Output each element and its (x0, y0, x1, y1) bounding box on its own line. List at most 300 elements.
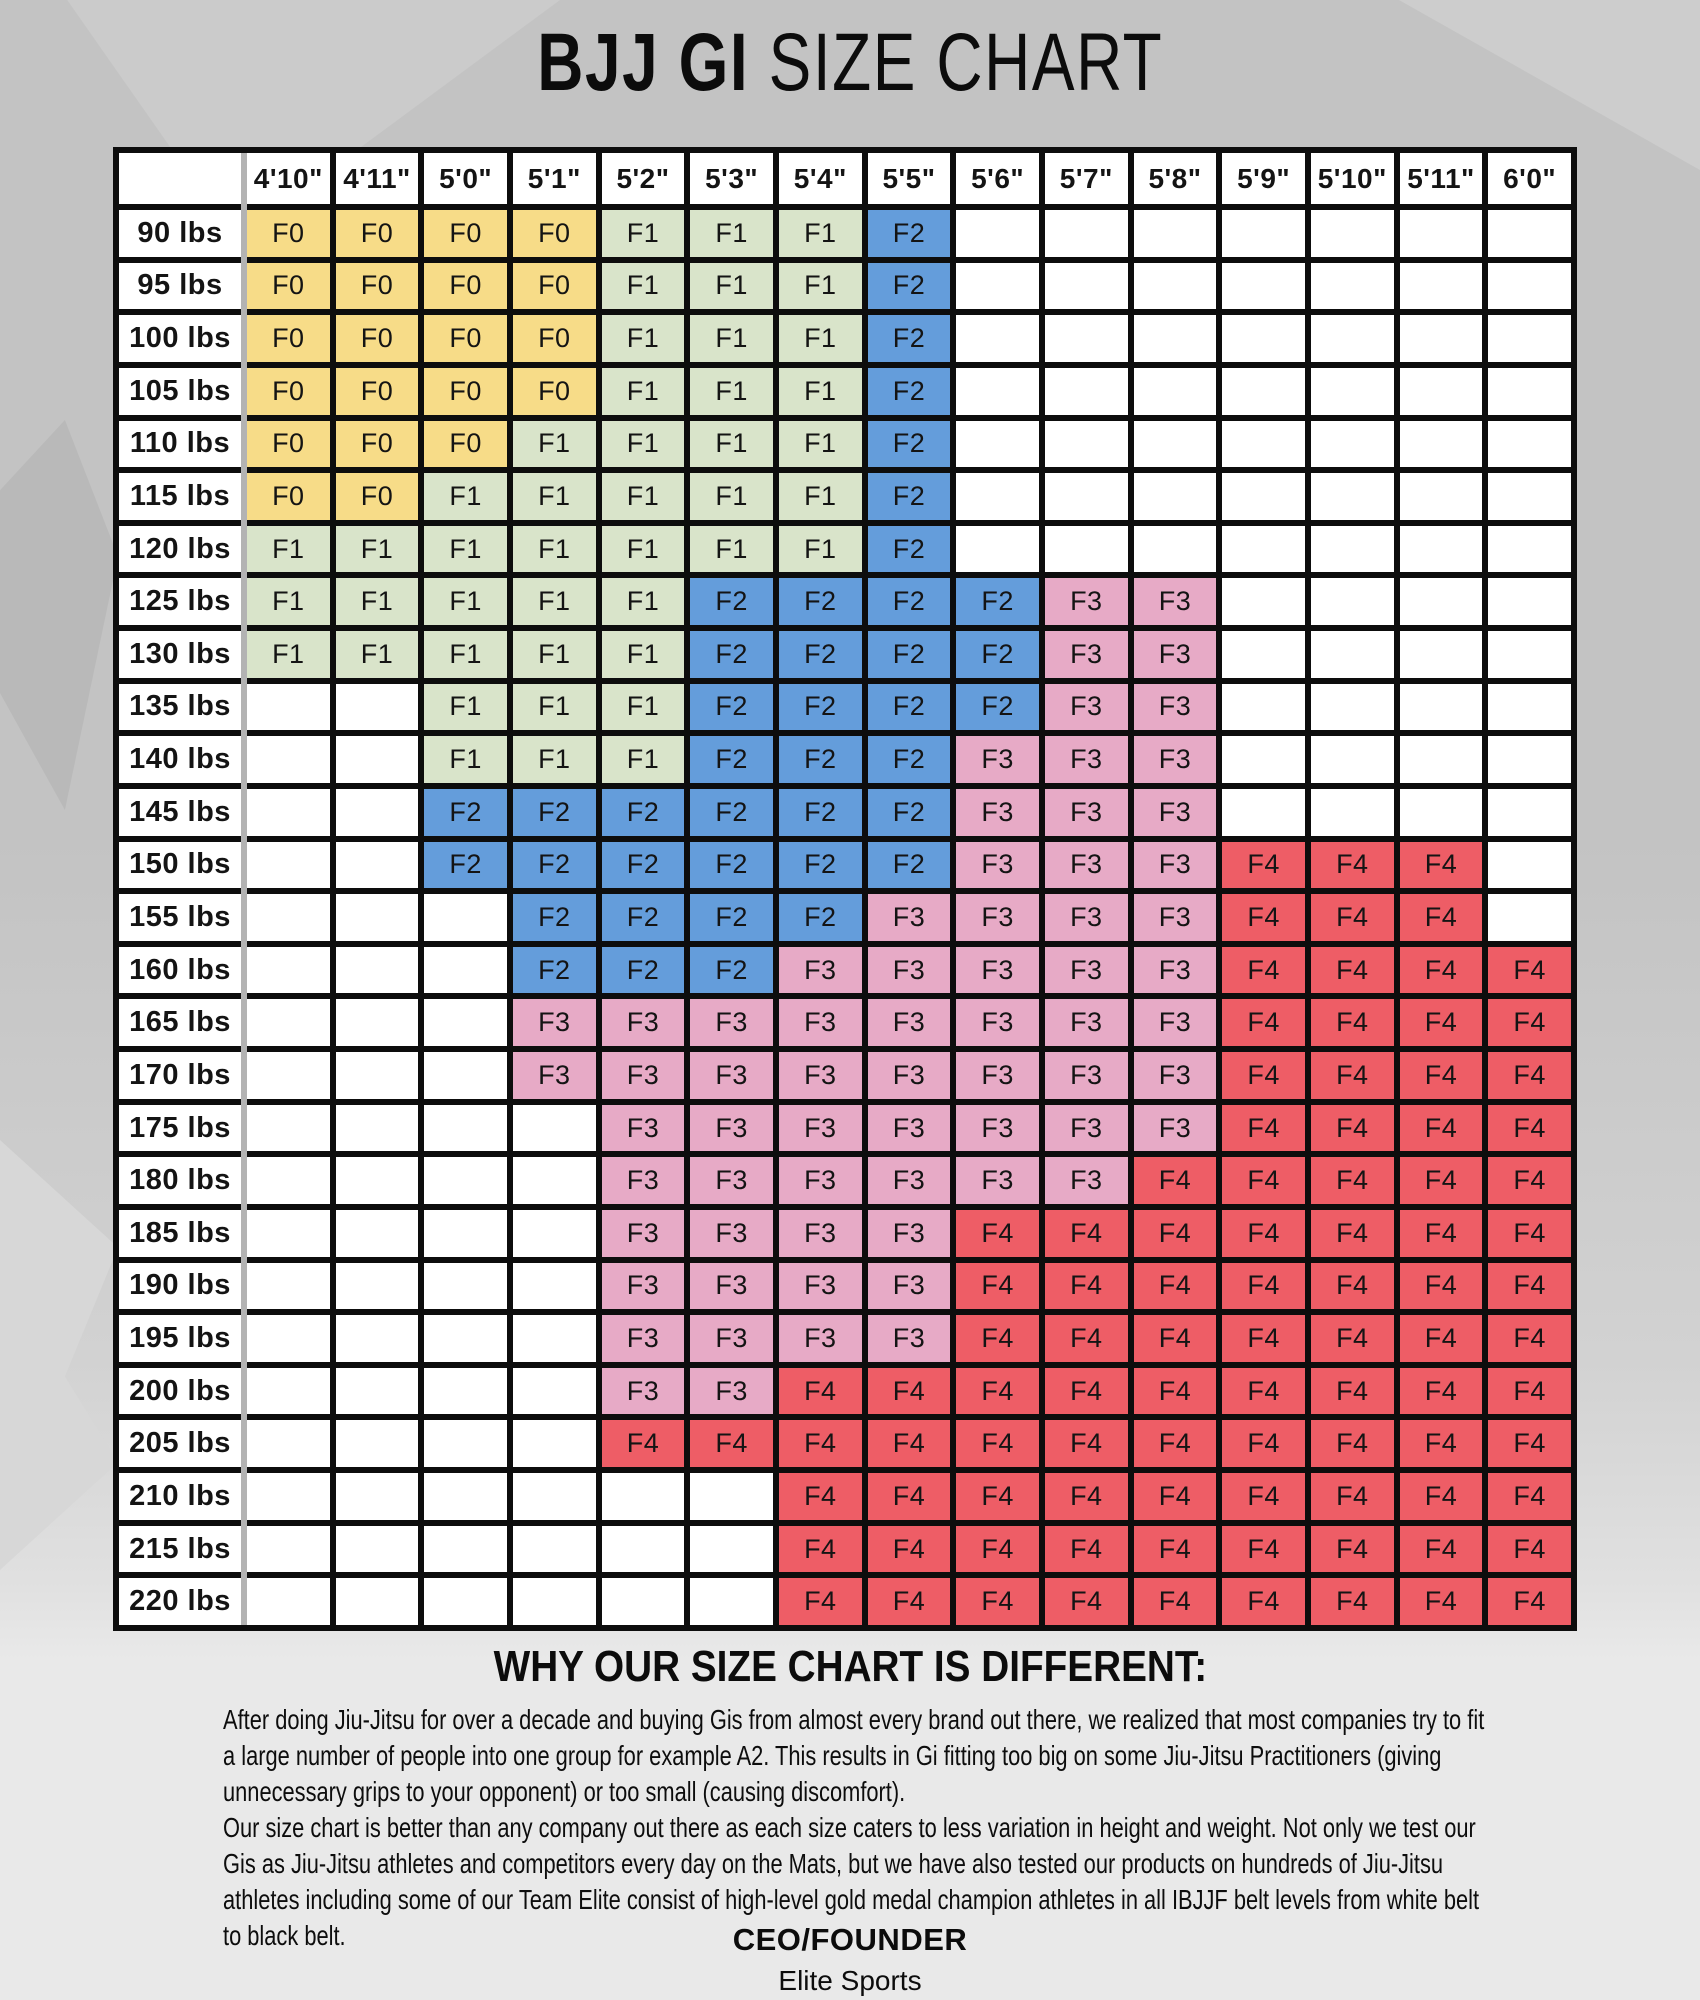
empty-cell (1045, 263, 1128, 310)
size-cell: F0 (247, 473, 330, 520)
weight-label: 130 lbs (119, 631, 241, 678)
size-cell: F3 (956, 1052, 1039, 1099)
height-header: 5'4" (779, 153, 862, 204)
height-header: 6'0" (1488, 153, 1571, 204)
size-cell: F1 (779, 473, 862, 520)
empty-cell (1045, 368, 1128, 415)
empty-cell (1400, 789, 1483, 836)
size-cell: F0 (513, 210, 596, 257)
size-cell: F1 (602, 368, 685, 415)
empty-cell (1488, 473, 1571, 520)
size-cell: F3 (956, 842, 1039, 889)
size-cell: F4 (1222, 1473, 1305, 1520)
empty-cell (247, 894, 330, 941)
empty-cell (336, 1052, 419, 1099)
size-cell: F1 (513, 684, 596, 731)
size-cell: F1 (602, 684, 685, 731)
empty-cell (1400, 315, 1483, 362)
size-cell: F1 (779, 421, 862, 468)
size-cell: F3 (868, 1263, 951, 1310)
size-cell: F4 (1222, 1420, 1305, 1467)
size-cell: F4 (779, 1526, 862, 1573)
size-cell: F4 (956, 1420, 1039, 1467)
size-cell: F4 (1311, 842, 1394, 889)
size-cell: F0 (513, 263, 596, 310)
size-cell: F2 (602, 789, 685, 836)
size-cell: F3 (779, 1263, 862, 1310)
size-cell: F2 (868, 473, 951, 520)
size-cell: F4 (1222, 1578, 1305, 1625)
footer-company: Elite Sports (778, 1965, 922, 1996)
size-cell: F2 (690, 631, 773, 678)
size-cell: F4 (1400, 1473, 1483, 1520)
size-cell: F2 (779, 789, 862, 836)
size-cell: F3 (690, 1315, 773, 1362)
size-cell: F0 (513, 315, 596, 362)
empty-cell (336, 1578, 419, 1625)
height-header: 5'1" (513, 153, 596, 204)
size-cell: F4 (1311, 1052, 1394, 1099)
size-cell: F1 (424, 578, 507, 625)
size-cell: F4 (1311, 999, 1394, 1046)
size-cell: F3 (868, 1052, 951, 1099)
empty-cell (956, 473, 1039, 520)
size-cell: F4 (1400, 1263, 1483, 1310)
weight-label: 180 lbs (119, 1157, 241, 1204)
size-cell: F3 (956, 894, 1039, 941)
weight-label: 220 lbs (119, 1578, 241, 1625)
empty-cell (247, 1157, 330, 1204)
size-cell: F4 (1311, 1473, 1394, 1520)
height-header: 4'11" (336, 153, 419, 204)
empty-cell (602, 1526, 685, 1573)
size-cell: F4 (956, 1315, 1039, 1362)
weight-label: 175 lbs (119, 1105, 241, 1152)
empty-cell (1311, 315, 1394, 362)
size-cell: F2 (779, 842, 862, 889)
size-cell: F2 (690, 789, 773, 836)
empty-cell (336, 894, 419, 941)
size-cell: F3 (1045, 1157, 1128, 1204)
height-header: 5'9" (1222, 153, 1305, 204)
size-cell: F4 (1400, 1105, 1483, 1152)
empty-cell (424, 1578, 507, 1625)
empty-cell (1488, 526, 1571, 573)
size-cell: F0 (336, 473, 419, 520)
empty-cell (690, 1578, 773, 1625)
weight-label: 125 lbs (119, 578, 241, 625)
size-cell: F0 (247, 368, 330, 415)
empty-cell (1222, 578, 1305, 625)
footer-role: CEO/FOUNDER (732, 1922, 968, 1957)
empty-cell (956, 368, 1039, 415)
empty-cell (1311, 368, 1394, 415)
empty-cell (336, 789, 419, 836)
empty-cell (247, 1368, 330, 1415)
size-cell: F3 (1134, 631, 1217, 678)
empty-cell (690, 1473, 773, 1520)
empty-cell (1222, 736, 1305, 783)
size-cell: F1 (779, 210, 862, 257)
empty-cell (247, 1263, 330, 1310)
empty-cell (513, 1315, 596, 1362)
size-cell: F2 (868, 263, 951, 310)
size-cell: F4 (1045, 1210, 1128, 1257)
size-cell: F1 (779, 315, 862, 362)
size-cell: F1 (602, 210, 685, 257)
size-cell: F3 (956, 1157, 1039, 1204)
size-cell: F1 (602, 421, 685, 468)
size-cell: F3 (602, 999, 685, 1046)
size-cell: F2 (868, 315, 951, 362)
size-chart-table (113, 147, 1577, 1631)
empty-cell (1488, 368, 1571, 415)
size-cell: F4 (1400, 894, 1483, 941)
weight-label: 195 lbs (119, 1315, 241, 1362)
size-cell: F1 (513, 578, 596, 625)
empty-cell (1222, 421, 1305, 468)
empty-cell (424, 947, 507, 994)
size-cell: F4 (1311, 894, 1394, 941)
empty-cell (336, 736, 419, 783)
size-cell: F4 (868, 1368, 951, 1415)
empty-cell (1134, 368, 1217, 415)
empty-cell (424, 999, 507, 1046)
empty-cell (1400, 263, 1483, 310)
size-cell: F2 (779, 684, 862, 731)
size-cell: F3 (1045, 684, 1128, 731)
size-cell: F2 (868, 736, 951, 783)
empty-cell (336, 1105, 419, 1152)
size-cell: F4 (1400, 1157, 1483, 1204)
weight-label: 100 lbs (119, 315, 241, 362)
size-cell: F4 (1400, 1578, 1483, 1625)
size-cell: F4 (1222, 1368, 1305, 1415)
size-cell: F3 (1134, 999, 1217, 1046)
weight-label: 190 lbs (119, 1263, 241, 1310)
size-cell: F0 (247, 210, 330, 257)
empty-cell (424, 894, 507, 941)
size-cell: F0 (424, 368, 507, 415)
empty-cell (1311, 789, 1394, 836)
size-cell: F2 (424, 842, 507, 889)
size-cell: F2 (424, 789, 507, 836)
size-cell: F4 (779, 1473, 862, 1520)
size-cell: F3 (956, 947, 1039, 994)
size-cell: F2 (868, 368, 951, 415)
empty-cell (247, 1473, 330, 1520)
size-cell: F4 (956, 1473, 1039, 1520)
size-cell: F0 (424, 263, 507, 310)
size-cell: F4 (779, 1578, 862, 1625)
size-cell: F1 (424, 736, 507, 783)
size-cell: F4 (1488, 1473, 1571, 1520)
size-cell: F4 (1222, 1105, 1305, 1152)
size-cell: F3 (956, 736, 1039, 783)
empty-cell (336, 947, 419, 994)
size-cell: F1 (336, 578, 419, 625)
size-cell: F1 (690, 315, 773, 362)
size-cell: F1 (424, 631, 507, 678)
weight-label: 105 lbs (119, 368, 241, 415)
size-cell: F1 (513, 736, 596, 783)
size-cell: F4 (1222, 947, 1305, 994)
weight-label: 135 lbs (119, 684, 241, 731)
empty-cell (956, 315, 1039, 362)
size-cell: F4 (956, 1578, 1039, 1625)
empty-cell (1045, 315, 1128, 362)
empty-cell (336, 1263, 419, 1310)
size-cell: F1 (690, 368, 773, 415)
empty-cell (956, 421, 1039, 468)
weight-label: 140 lbs (119, 736, 241, 783)
height-header: 5'6" (956, 153, 1039, 204)
empty-cell (1488, 842, 1571, 889)
empty-cell (336, 1210, 419, 1257)
size-cell: F3 (956, 1105, 1039, 1152)
size-cell: F4 (1488, 1105, 1571, 1152)
size-cell: F4 (1222, 894, 1305, 941)
size-cell: F3 (690, 1157, 773, 1204)
size-cell: F3 (1045, 1052, 1128, 1099)
empty-cell (513, 1578, 596, 1625)
empty-cell (1222, 684, 1305, 731)
size-cell: F3 (602, 1368, 685, 1415)
empty-cell (956, 263, 1039, 310)
empty-cell (336, 1420, 419, 1467)
size-cell: F4 (1134, 1526, 1217, 1573)
size-cell: F2 (690, 947, 773, 994)
empty-cell (1311, 578, 1394, 625)
page-title (0, 16, 1700, 110)
why-paragraph-2: Our size chart is better than any company out there as each size caters to less variation in height and weight. Not only we test our Gis as Jiu-Jitsu athletes and competitors every day on the Mats, but we have also tested our products on hundreds of Jiu-Jitsu athletes including some of our Team Elite consist of high-level gold medal champion athletes in all IBJJF belt levels from white belt to black belt. (223, 1812, 1480, 1951)
size-cell: F3 (1134, 736, 1217, 783)
size-cell: F3 (602, 1052, 685, 1099)
empty-cell (1222, 368, 1305, 415)
empty-cell (247, 999, 330, 1046)
size-cell: F0 (336, 421, 419, 468)
size-cell: F3 (1134, 684, 1217, 731)
height-header: 5'3" (690, 153, 773, 204)
size-cell: F1 (602, 473, 685, 520)
empty-cell (513, 1420, 596, 1467)
empty-cell (1400, 210, 1483, 257)
size-cell: F4 (1488, 1315, 1571, 1362)
size-cell: F1 (779, 368, 862, 415)
size-cell: F3 (1045, 578, 1128, 625)
size-cell: F4 (1488, 1526, 1571, 1573)
height-header: 5'5" (868, 153, 951, 204)
size-cell: F4 (956, 1368, 1039, 1415)
empty-cell (513, 1210, 596, 1257)
empty-cell (1222, 315, 1305, 362)
size-cell: F3 (1134, 842, 1217, 889)
size-cell: F2 (868, 842, 951, 889)
size-cell: F4 (956, 1526, 1039, 1573)
size-cell: F4 (1134, 1263, 1217, 1310)
size-cell: F4 (1311, 1263, 1394, 1310)
size-cell: F3 (1134, 894, 1217, 941)
empty-cell (690, 1526, 773, 1573)
weight-label: 165 lbs (119, 999, 241, 1046)
empty-cell (1488, 421, 1571, 468)
empty-cell (1400, 578, 1483, 625)
empty-cell (1222, 526, 1305, 573)
empty-cell (1311, 263, 1394, 310)
weight-label: 90 lbs (119, 210, 241, 257)
size-cell: F2 (779, 736, 862, 783)
size-cell: F3 (779, 1157, 862, 1204)
size-cell: F3 (956, 999, 1039, 1046)
size-cell: F2 (690, 842, 773, 889)
size-cell: F2 (690, 578, 773, 625)
size-cell: F3 (868, 1157, 951, 1204)
empty-cell (247, 842, 330, 889)
page-title-bold: BJJ GI (536, 17, 749, 108)
empty-cell (1311, 526, 1394, 573)
size-cell: F4 (1488, 999, 1571, 1046)
empty-cell (424, 1473, 507, 1520)
weight-label: 95 lbs (119, 263, 241, 310)
size-cell: F0 (247, 263, 330, 310)
size-cell: F3 (868, 1315, 951, 1362)
size-cell: F4 (1488, 1210, 1571, 1257)
empty-cell (513, 1526, 596, 1573)
size-cell: F2 (868, 578, 951, 625)
size-cell: F2 (602, 947, 685, 994)
size-cell: F1 (336, 526, 419, 573)
empty-cell (1134, 263, 1217, 310)
size-cell: F4 (1400, 1052, 1483, 1099)
size-cell: F3 (690, 1263, 773, 1310)
empty-cell (1400, 631, 1483, 678)
empty-cell (1400, 526, 1483, 573)
size-cell: F4 (868, 1578, 951, 1625)
empty-cell (247, 1052, 330, 1099)
size-cell: F4 (1222, 842, 1305, 889)
size-cell: F1 (513, 631, 596, 678)
size-cell: F1 (602, 526, 685, 573)
weight-label: 155 lbs (119, 894, 241, 941)
size-cell: F1 (336, 631, 419, 678)
empty-cell (1134, 526, 1217, 573)
size-cell: F1 (779, 263, 862, 310)
empty-cell (247, 1578, 330, 1625)
size-cell: F3 (513, 1052, 596, 1099)
size-cell: F2 (868, 631, 951, 678)
empty-cell (1311, 684, 1394, 731)
empty-cell (1311, 473, 1394, 520)
empty-cell (1400, 368, 1483, 415)
size-cell: F3 (1134, 1105, 1217, 1152)
empty-cell (602, 1473, 685, 1520)
size-cell: F3 (1134, 947, 1217, 994)
weight-label: 210 lbs (119, 1473, 241, 1520)
size-cell: F2 (868, 684, 951, 731)
size-cell: F3 (513, 999, 596, 1046)
empty-cell (1488, 210, 1571, 257)
size-cell: F1 (247, 526, 330, 573)
size-cell: F2 (956, 578, 1039, 625)
size-cell: F4 (1488, 1052, 1571, 1099)
size-cell: F3 (779, 1052, 862, 1099)
size-cell: F3 (779, 947, 862, 994)
empty-cell (1045, 210, 1128, 257)
size-cell: F3 (1134, 1052, 1217, 1099)
size-cell: F2 (602, 894, 685, 941)
empty-cell (247, 789, 330, 836)
size-cell: F2 (602, 842, 685, 889)
size-cell: F3 (602, 1157, 685, 1204)
size-cell: F1 (602, 263, 685, 310)
size-cell: F1 (690, 263, 773, 310)
size-cell: F3 (602, 1210, 685, 1257)
size-cell: F4 (1400, 842, 1483, 889)
size-cell: F4 (956, 1263, 1039, 1310)
empty-cell (1134, 315, 1217, 362)
empty-cell (513, 1157, 596, 1204)
size-cell: F4 (1400, 1368, 1483, 1415)
empty-cell (247, 1210, 330, 1257)
size-cell: F4 (1311, 1210, 1394, 1257)
size-cell: F3 (1045, 1105, 1128, 1152)
empty-cell (424, 1526, 507, 1573)
empty-cell (247, 736, 330, 783)
size-cell: F4 (1400, 1526, 1483, 1573)
size-cell: F4 (1488, 1420, 1571, 1467)
size-cell: F4 (1045, 1526, 1128, 1573)
size-cell: F0 (424, 315, 507, 362)
empty-cell (336, 1315, 419, 1362)
empty-cell (1134, 421, 1217, 468)
weight-label: 205 lbs (119, 1420, 241, 1467)
empty-cell (247, 1526, 330, 1573)
empty-cell (1222, 263, 1305, 310)
size-cell: F4 (1311, 1157, 1394, 1204)
size-cell: F2 (779, 578, 862, 625)
empty-cell (1222, 631, 1305, 678)
size-cell: F4 (868, 1526, 951, 1573)
size-cell: F3 (602, 1315, 685, 1362)
empty-cell (513, 1263, 596, 1310)
size-cell: F4 (1134, 1420, 1217, 1467)
size-cell: F2 (956, 684, 1039, 731)
empty-cell (1045, 526, 1128, 573)
empty-cell (336, 1526, 419, 1573)
size-cell: F3 (690, 1105, 773, 1152)
size-cell: F3 (1045, 631, 1128, 678)
size-cell: F3 (868, 947, 951, 994)
empty-cell (1488, 578, 1571, 625)
size-cell: F1 (602, 315, 685, 362)
footer (0, 1922, 1700, 1997)
empty-cell (1400, 421, 1483, 468)
empty-cell (336, 684, 419, 731)
size-cell: F4 (1134, 1315, 1217, 1362)
size-cell: F4 (868, 1420, 951, 1467)
size-cell: F4 (1222, 1157, 1305, 1204)
empty-cell (424, 1420, 507, 1467)
empty-cell (602, 1578, 685, 1625)
weight-label: 160 lbs (119, 947, 241, 994)
size-cell: F4 (868, 1473, 951, 1520)
size-cell: F2 (513, 789, 596, 836)
size-cell: F1 (424, 526, 507, 573)
size-cell: F2 (513, 894, 596, 941)
size-cell: F2 (868, 526, 951, 573)
empty-cell (424, 1210, 507, 1257)
weight-label: 185 lbs (119, 1210, 241, 1257)
